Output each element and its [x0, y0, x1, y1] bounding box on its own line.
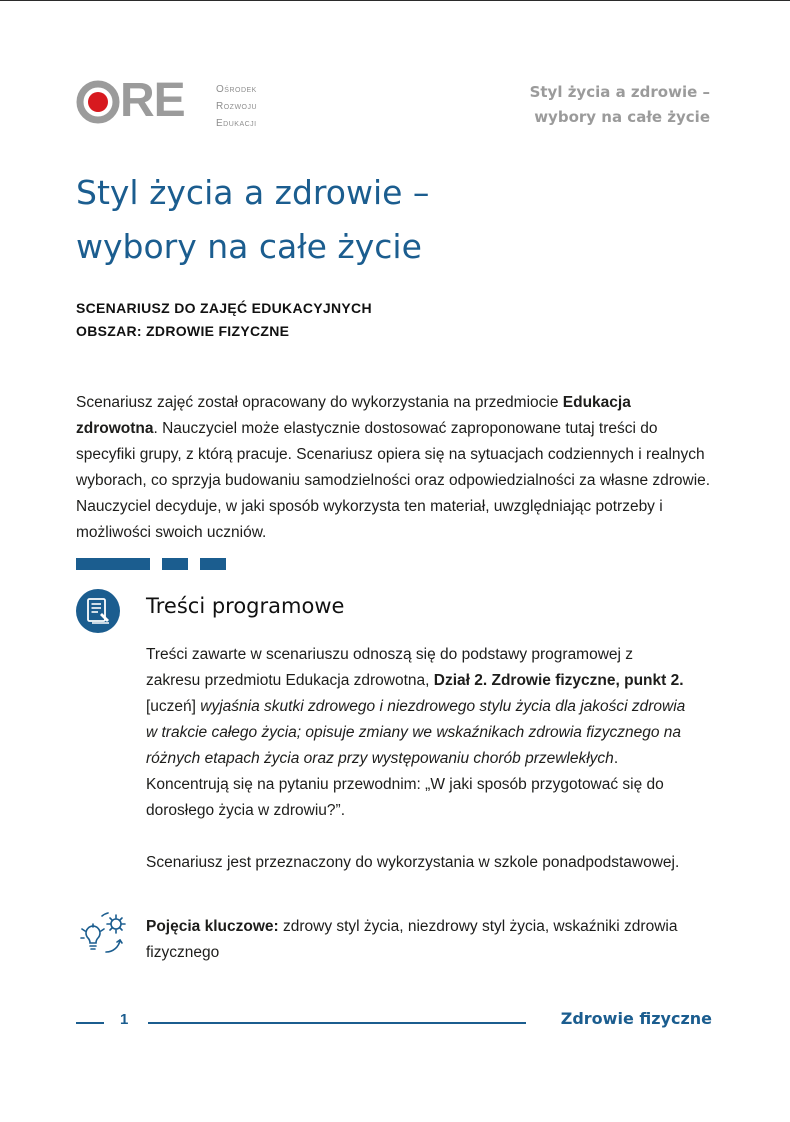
section-p1-italic: wyjaśnia skutki zdrowego i niezdrowego stylu życia dla jakości zdrowia w trakcie całego życia; opisuje zmiany we wskaźnikach zdrowia fizycznego na różnych etapach życia oraz przy występowaniu chorób przewlekłych — [146, 698, 686, 767]
section-body — [146, 642, 686, 876]
subtitle — [76, 297, 372, 343]
top-rule — [0, 0, 790, 1]
section-p1-text-3: . Koncentrują się na pytaniu przewodnim: „W jaki sposób przygotować się do dorosłego życia w zdrowiu?”. — [146, 750, 664, 819]
key-concepts-text: zdrowy styl życia, niezdrowy styl życia, wskaźniki zdrowia fizycznego — [146, 918, 678, 961]
key-concepts — [146, 914, 686, 966]
page-title-line1: Styl życia a zdrowie – — [76, 173, 430, 212]
running-header — [530, 80, 710, 130]
subtitle-line2: OBSZAR: ZDROWIE FIZYCZNE — [76, 323, 290, 339]
ore-logo-o-icon — [76, 80, 120, 124]
footer-section-name: Zdrowie fizyczne — [560, 1009, 712, 1028]
footer-rule — [148, 1022, 526, 1024]
footer-rule-left — [76, 1022, 104, 1024]
intro-text-1: Scenariusz zajęć został opracowany do wykorzystania na przedmiocie — [76, 394, 563, 411]
page-number: 1 — [120, 1011, 129, 1028]
section-p1-text-1: Treści zawarte w scenariuszu odnoszą się do podstawy programowej z zakresu przedmiotu Edukacja zdrowotna, — [146, 646, 634, 689]
intro-paragraph — [76, 390, 716, 546]
lightbulb-gears-icon — [70, 908, 132, 962]
logo-letters: RE — [120, 74, 185, 127]
intro-bold-subject: Edukacja zdrowotna — [76, 394, 631, 437]
logo-text-line2: Rozwoju — [216, 101, 258, 112]
logo-text-line3: Edukacji — [216, 118, 257, 129]
section-paragraph-2: Scenariusz jest przeznaczony do wykorzystania w szkole ponadpodstawowej. — [146, 854, 680, 871]
logo-text — [216, 81, 257, 132]
dash-short-1 — [162, 558, 188, 570]
section-p1-bold: Dział 2. Zdrowie fizyczne, punkt 2. — [433, 672, 684, 689]
running-header-line2: wybory na całe życie — [534, 108, 710, 126]
section-paragraph-1 — [146, 642, 686, 824]
dash-long — [76, 558, 150, 570]
subtitle-line1: SCENARIUSZ DO ZAJĘĆ EDUKACYJNYCH — [76, 300, 372, 316]
logo-text-line1: Ośrodek — [216, 84, 257, 95]
section-p1-text-2: [uczeń] — [146, 698, 201, 715]
dash-short-2 — [200, 558, 226, 570]
page-title — [76, 166, 696, 274]
intro-text-2: . Nauczyciel może elastycznie dostosować zaproponowane tutaj treści do specyfiki grupy, z którą pracuje. Scenariusz opiera się na sytuacjach codziennych i realnych wyborach, co sprzyja budowaniu samodzielności oraz odpowiedzialności za własne zdrowie. Nauczyciel decyduje, w jaki sposób wykorzysta ten materiał, uwzględniając potrzeby i możliwości swoich uczniów. — [76, 420, 711, 541]
key-concepts-label: Pojęcia kluczowe: — [146, 918, 279, 935]
page-title-line2: wybory na całe życie — [76, 227, 422, 266]
section-title: Treści programowe — [146, 594, 345, 618]
document-list-icon — [76, 589, 120, 633]
running-header-line1: Styl życia a zdrowie – — [529, 83, 710, 101]
